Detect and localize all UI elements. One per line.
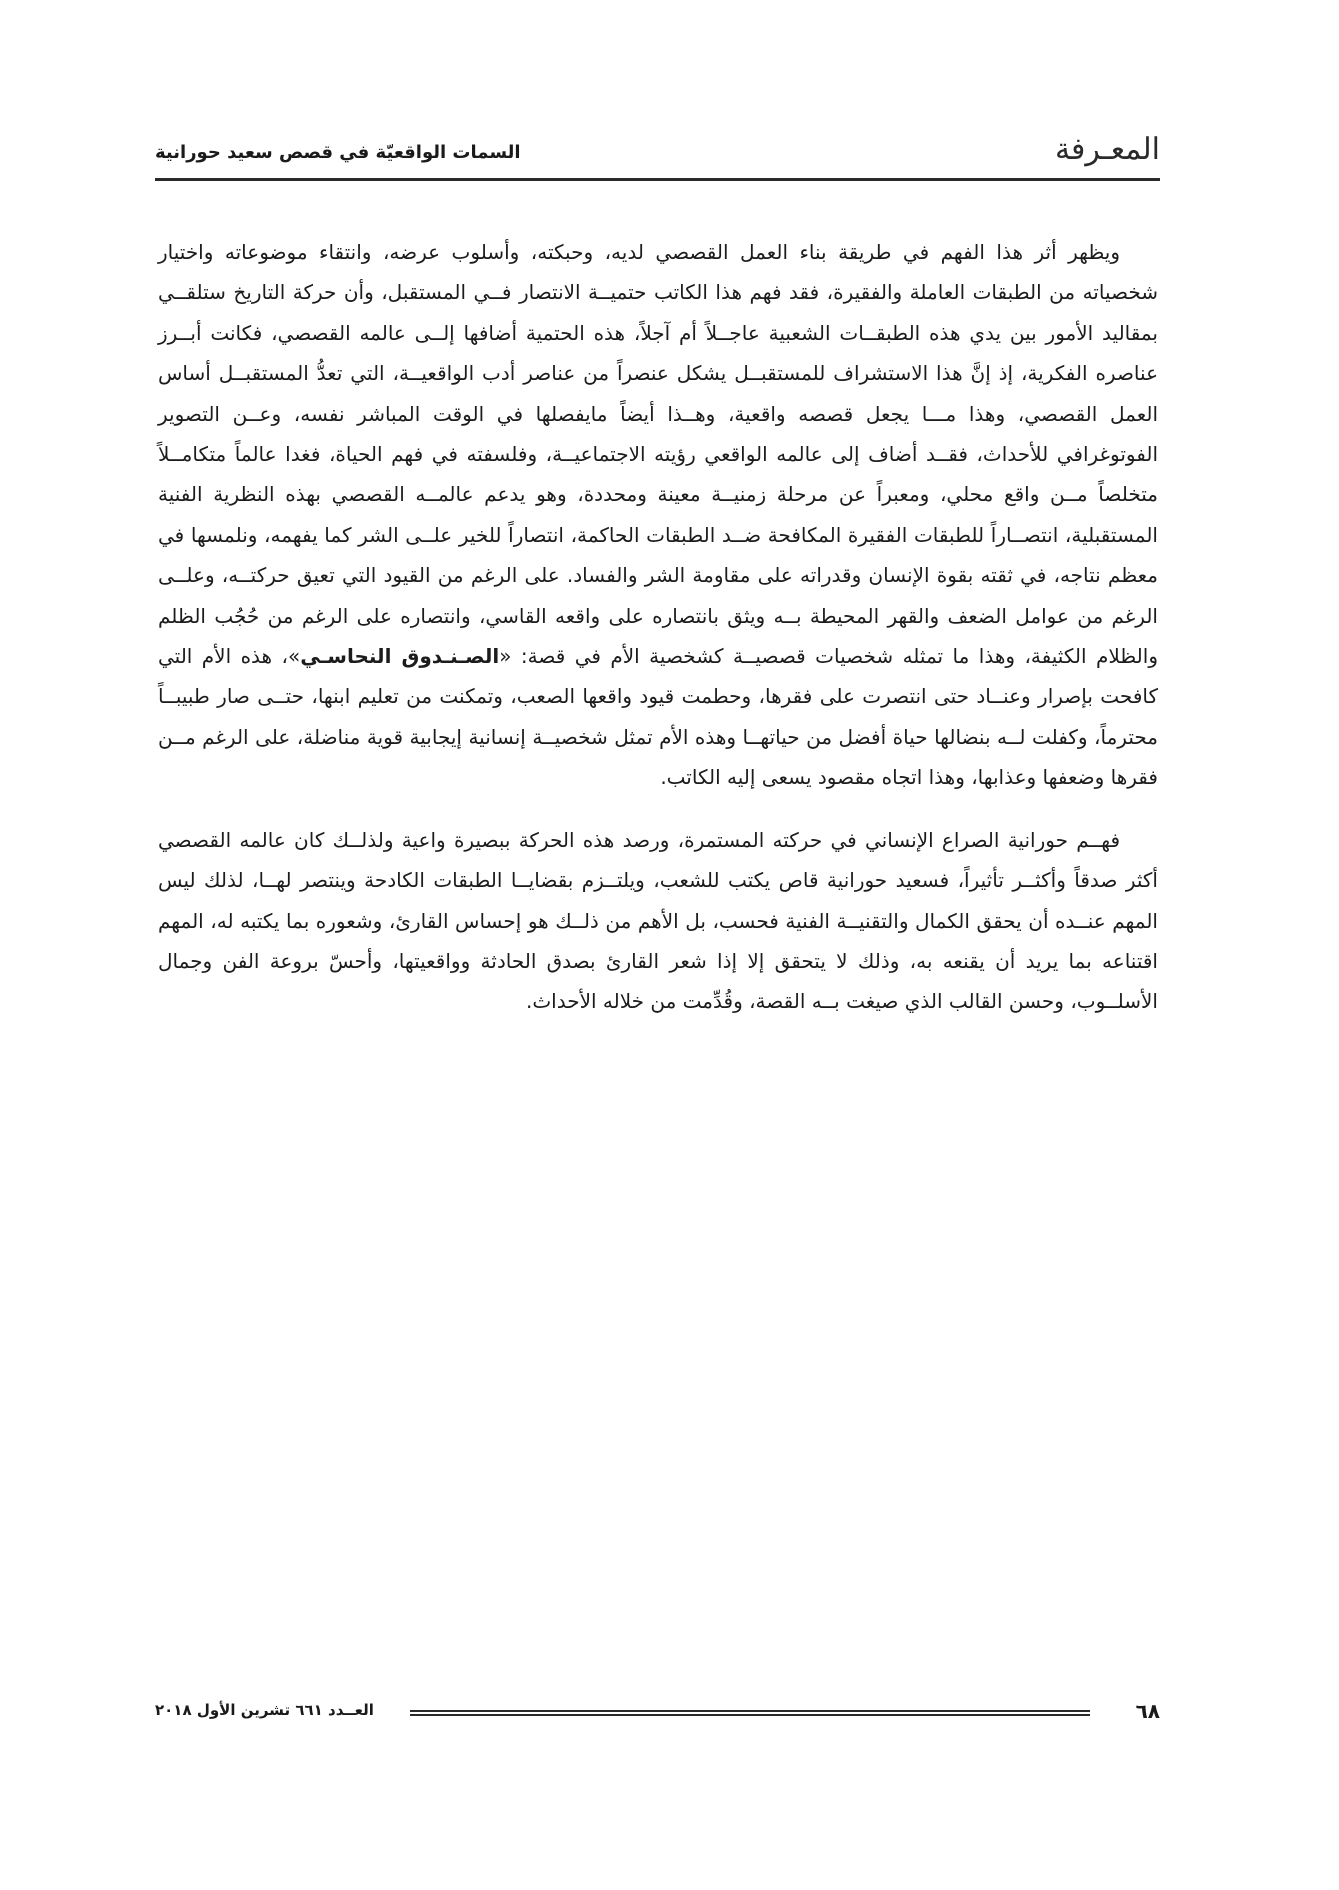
- page-footer: [155, 1695, 1160, 1735]
- paragraph-1-text-a: ويظهر أثر هذا الفهم في طريقة بناء العمل القصصي لديه، وحبكته، وأسلوب عرضه، وانتقاء موضوعاته واختيار شخصياته من الطبقات العاملة والفقيرة، فقد فهم هذا الكاتب حتميــة الانتصار فــي المستقبل، وأن حركة التاريخ ستلقــي بمقاليد الأمور بين يدي هذه الطبقــات الشعبية عاجــلاً أم آجلاً، هذه الحتمية أضافها إلــى عالمه القصصي، فكانت أبــرز عناصره الفكرية، إذ إنَّ هذا الاستشراف للمستقبــل يشكل عنصراً من عناصر أدب الواقعيــة، التي تعدُّ المستقبــل أساس العمل القصصي، وهذا مـــا يجعل قصصه واقعية، وهــذا أيضاً مايفصلها في الوقت المباشر نفسه، وعــن التصوير الفوتوغرافي للأحداث، فقــد أضاف إلى عالمه الواقعي رؤيته الاجتماعيــة، وفلسفته في فهم الحياة، فغدا عالماً متكامــلاً متخلصاً مــن واقع محلي، ومعبراً عن مرحلة زمنيــة معينة ومحددة، وهو يدعم عالمــه القصصي بهذه النظرية الفنية المستقبلية، انتصــاراً للطبقات الفقيرة المكافحة ضــد الطبقات الحاكمة، انتصاراً للخير علــى الشر كما يفهمه، ونلمسها في معظم نتاجه، في ثقته بقوة الإنسان وقدراته على مقاومة الشر والفساد. على الرغم من القيود التي تعيق حركتــه، وعلــى الرغم من عوامل الضعف والقهر المحيطة بــه ويثق بانتصاره على واقعه القاسي، وانتصاره على الرغم من حُجُب الظلم والظلام الكثيفة، وهذا ما تمثله شخصيات قصصيــة كشخصية الأم في قصة: «: [158, 240, 1158, 669]
- page-number: ٦٨: [1135, 1699, 1160, 1723]
- paragraph-1: [158, 232, 1158, 798]
- paragraph-2: فهــم حورانية الصراع الإنساني في حركته المستمرة، ورصد هذه الحركة ببصيرة واعية ولذلــك كان عالمه القصصي أكثر صدقاً وأكثــر تأثيراً، فسعيد حورانية قاص يكتب للشعب، ويلتــزم بقضايــا الطبقات الكادحة وينتصر لهــا، لذلك ليس المهم عنــده أن يحقق الكمال والتقنيــة الفنية فحسب، بل الأهم من ذلــك هو إحساس القارئ، وشعوره بما يكتبه له، المهم اقتناعه بما يريد أن يقنعه به، وذلك لا يتحقق إلا إذا شعر القارئ بصدق الحادثة وواقعيتها، وأحسّ بروعة الفن وجمال الأسلــوب، وحسن القالب الذي صيغت بــه القصة، وقُدِّمت من خلاله الأحداث.: [158, 827, 1158, 1014]
- running-title: السمات الواقعيّة في قصص سعيد حورانية: [155, 142, 521, 163]
- article-body: [158, 232, 1158, 1022]
- paragraph-1-text-b: »، هذه الأم التي كافحت بإصرار وعنــاد حتى انتصرت على فقرها، وحطمت قيود واقعها الصعب، وتمكنت من تعليم ابنها، حتــى صار طبيبــاً محترماً، وكفلت لــه بنضالها حياة أفضل من حياتهــا وهذه الأم تمثل شخصيــة إنسانية إيجابية قوية مناضلة، على الرغم مــن فقرها وضعفها وعذابها، وهذا اتجاه مقصود يسعى إليه الكاتب.: [158, 644, 1158, 790]
- footer-divider: [410, 1710, 1090, 1716]
- issue-info: العــدد ٦٦١ تشرين الأول ٢٠١٨: [155, 1701, 374, 1719]
- story-title-reference: الصـنـدوق النحاسـي: [300, 644, 500, 669]
- magazine-logo: المعـرفة: [1054, 132, 1160, 167]
- page-header: [155, 118, 1160, 188]
- header-divider: [155, 178, 1160, 181]
